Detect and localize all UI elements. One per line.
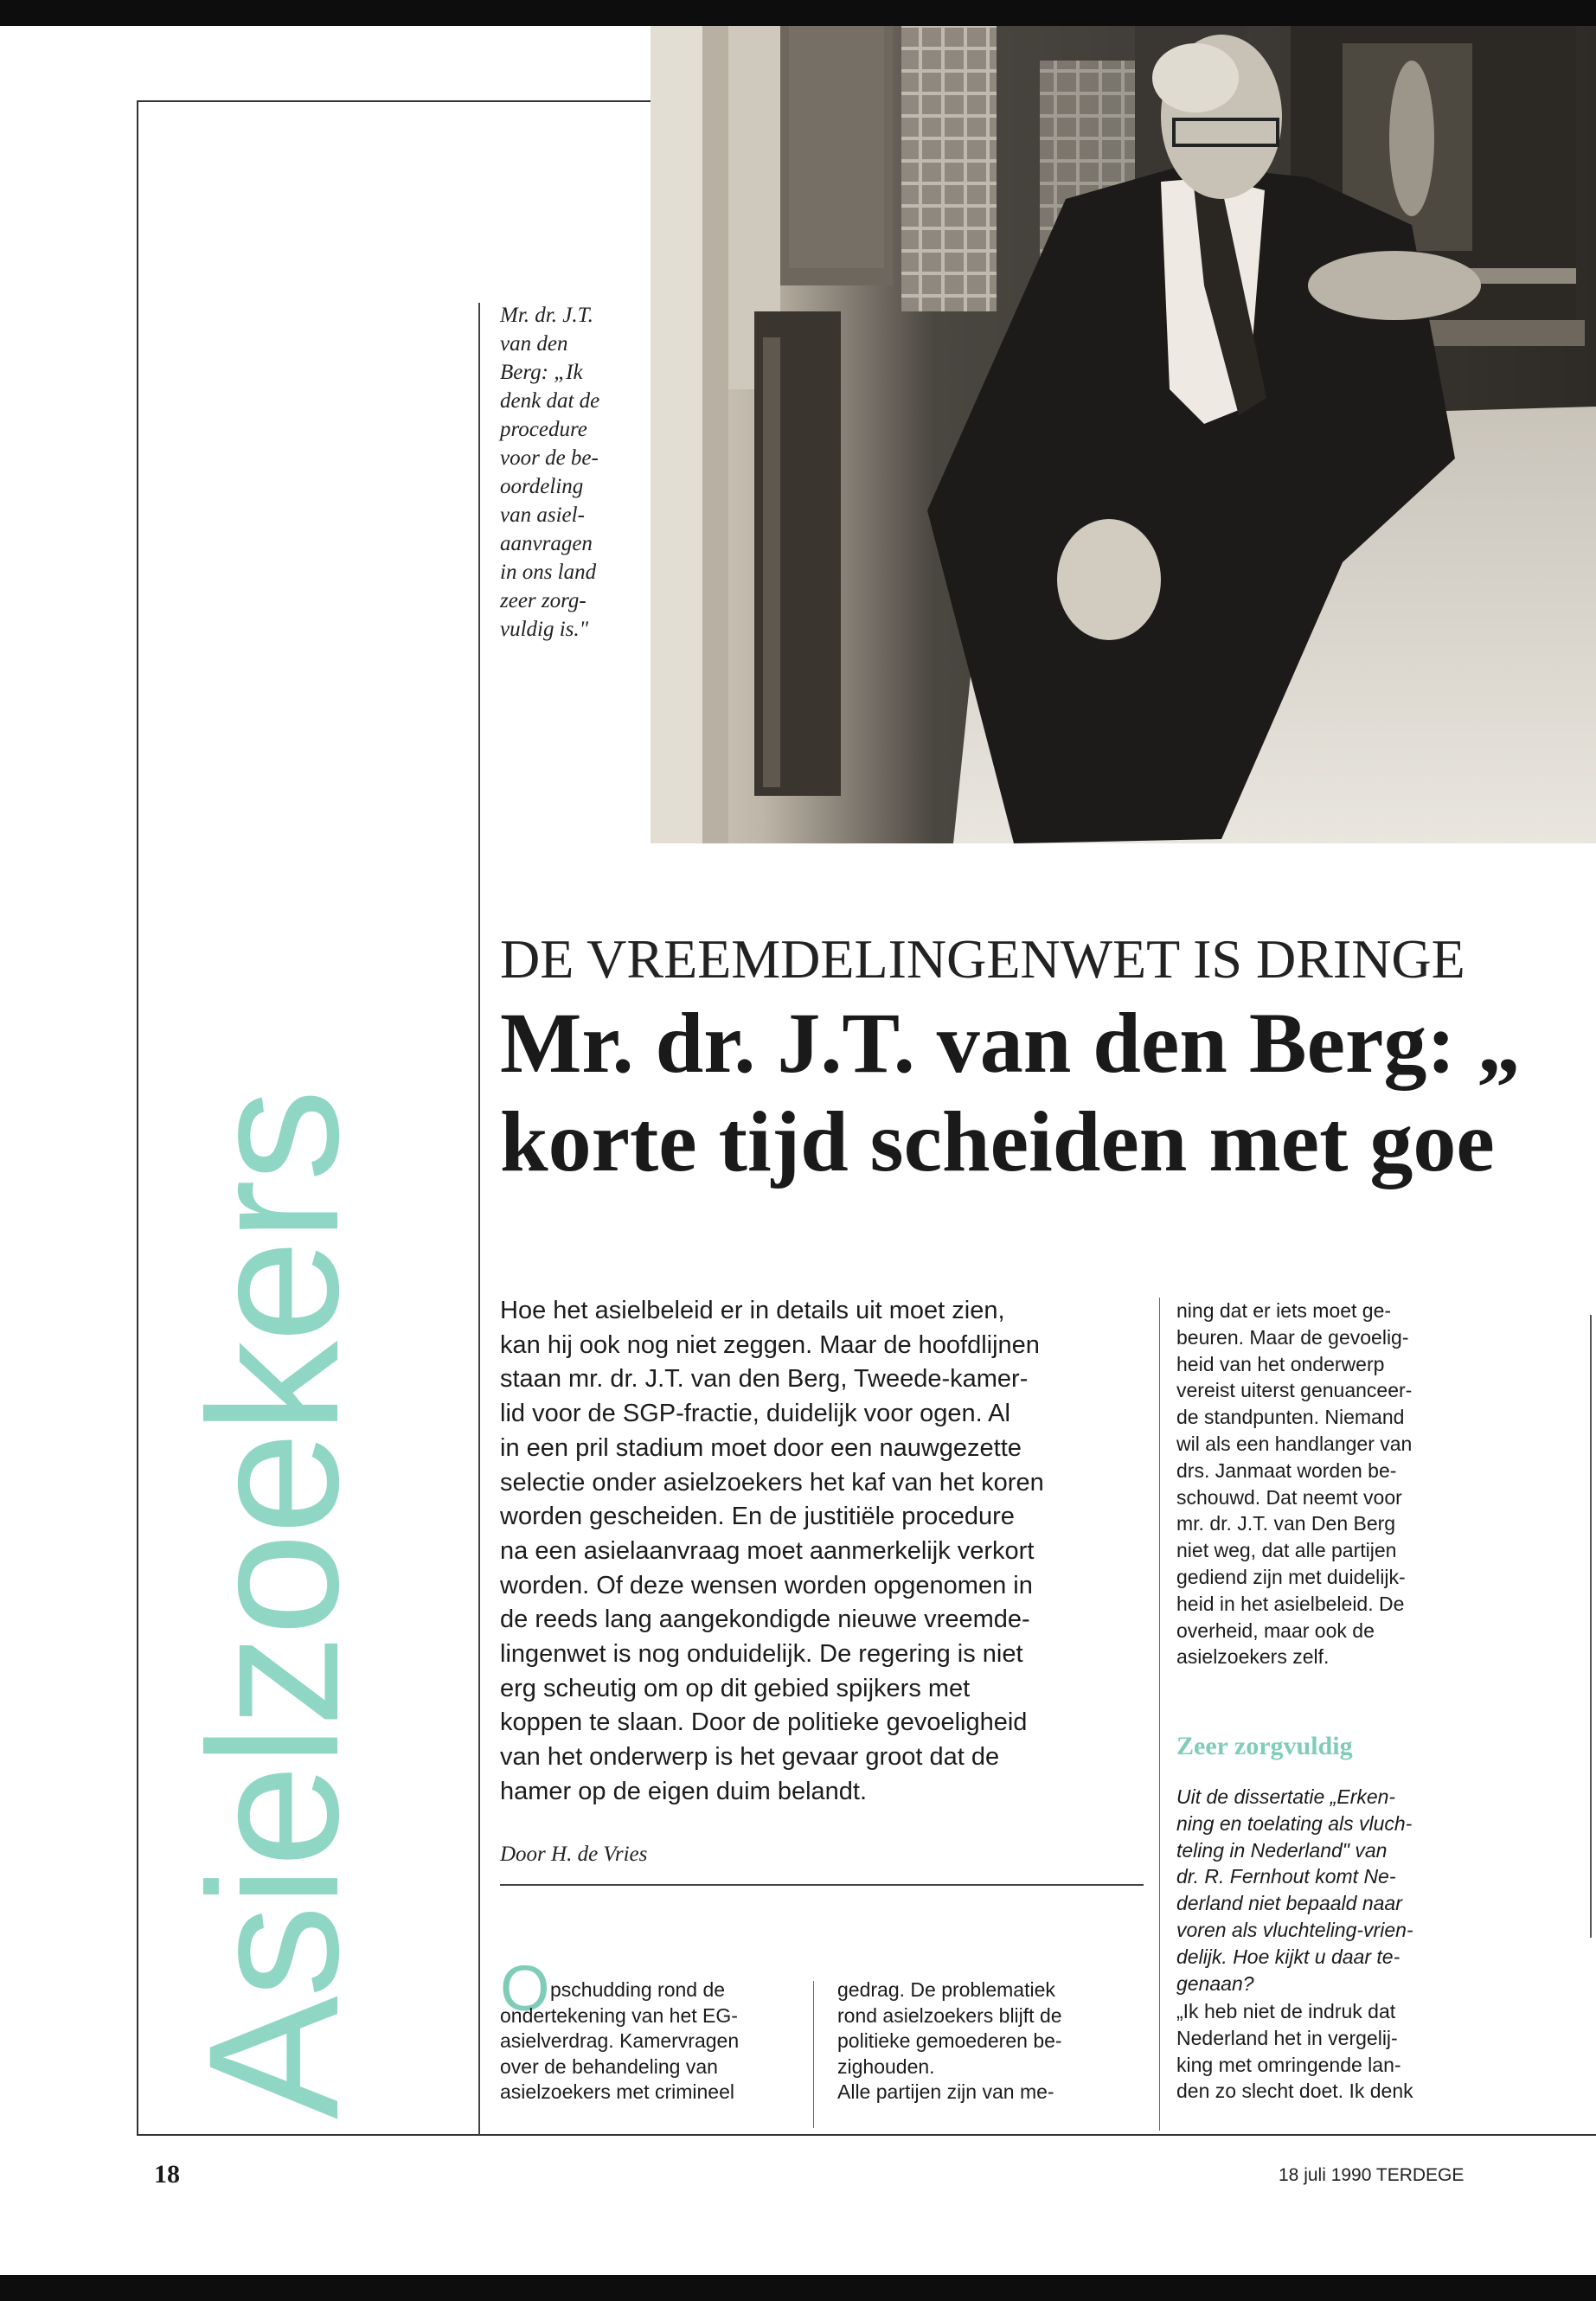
body-line: politieke gemoederen be- xyxy=(837,2029,1062,2052)
intro-line: de reeds lang aangekondigde nieuwe vreemde- xyxy=(500,1606,1030,1634)
answer-line: Nederland het in vergelij- xyxy=(1176,2026,1398,2049)
body-line: gediend zijn met duidelijk- xyxy=(1176,1565,1406,1588)
body-line: rond asielzoekers blijft de xyxy=(837,2003,1062,2027)
body-line: asielverdrag. Kamervragen xyxy=(500,2029,740,2052)
body-line: schouwd. Dat neemt voor xyxy=(1176,1485,1402,1509)
question-line: delijk. Hoe kijkt u daar te- xyxy=(1176,1945,1401,1968)
section-title-vertical: Asielzoekers xyxy=(170,1090,377,2119)
question-line: teling in Nederland" van xyxy=(1176,1838,1388,1862)
intro-line: in een pril stadium moet door een nauwgezette xyxy=(500,1433,1022,1462)
answer-line: „Ik heb niet de indruk dat xyxy=(1176,2000,1396,2022)
body-column-3 xyxy=(1176,1298,1471,1670)
interview-answer xyxy=(1176,1998,1413,2105)
interview-question xyxy=(1176,1784,1413,1997)
body-line: heid in het asielbeleid. De xyxy=(1176,1592,1405,1615)
photo-caption xyxy=(500,301,630,644)
section-divider-rule xyxy=(478,303,480,2135)
frame-line-left xyxy=(137,100,138,2136)
body-line: pschudding rond de xyxy=(550,1978,726,2001)
body-line: ning dat er iets moet ge- xyxy=(1176,1299,1392,1322)
intro-line: selectie onder asielzoekers het kaf van het koren xyxy=(500,1468,1044,1497)
question-line: ning en toelating als vluch- xyxy=(1176,1811,1413,1835)
body-column-1 xyxy=(500,1977,811,2106)
page-edge-marks xyxy=(1590,1315,1592,1938)
body-column-2 xyxy=(837,1977,1123,2106)
caption-line: voor de be- xyxy=(500,446,599,470)
frame-line-bottom xyxy=(137,2134,1596,2136)
headline-kicker: DE VREEMDELINGENWET IS DRINGE xyxy=(500,928,1465,990)
headline-title-line-2: korte tijd scheiden met goe xyxy=(500,1093,1495,1189)
intro-line: kan hij ook nog niet zeggen. Maar de hoofdlijnen xyxy=(500,1330,1040,1359)
body-line: over de behandeling van xyxy=(500,2054,718,2078)
caption-line: Berg: „Ik xyxy=(500,361,583,384)
question-line: genaan? xyxy=(1176,1971,1254,1995)
intro-line: na een asielaanvraag moet aanmerkelijk verkort xyxy=(500,1536,1035,1565)
caption-line: procedure xyxy=(500,418,587,441)
subheading: Zeer zorgvuldig xyxy=(1176,1732,1353,1760)
intro-line: erg scheutig om op dit gebied spijkers met xyxy=(500,1674,971,1702)
intro-line: worden gescheiden. En de justitiële procedure xyxy=(500,1503,1015,1531)
body-line: Alle partijen zijn van me- xyxy=(837,2080,1054,2103)
caption-line: van den xyxy=(500,332,568,356)
body-line: overheid, maar ook de xyxy=(1176,1618,1375,1642)
body-line: drs. Janmaat worden be- xyxy=(1176,1458,1397,1482)
portrait-photo-icon xyxy=(651,26,1596,843)
caption-line: Mr. dr. J.T. xyxy=(500,304,593,327)
caption-line: van asiel- xyxy=(500,503,585,527)
caption-line: in ons land xyxy=(500,561,597,584)
column-rule xyxy=(1159,1298,1160,2131)
intro-line: staan mr. dr. J.T. van den Berg, Tweede-kamer- xyxy=(500,1365,1029,1394)
body-line: asielzoekers zelf. xyxy=(1176,1645,1330,1669)
caption-line: denk dat de xyxy=(500,389,600,413)
body-line: ondertekening van het EG- xyxy=(500,2003,738,2027)
question-line: voren als vluchteling-vrien- xyxy=(1176,1918,1413,1941)
intro-line: van het onderwerp is het gevaar groot dat de xyxy=(500,1743,1000,1772)
portrait-photo xyxy=(651,26,1596,843)
body-line: de standpunten. Niemand xyxy=(1176,1406,1405,1429)
intro-line: hamer op de eigen duim belandt. xyxy=(500,1777,868,1805)
caption-line: oordeling xyxy=(500,475,584,498)
question-line: derland niet bepaald naar xyxy=(1176,1892,1402,1915)
body-line: zighouden. xyxy=(837,2054,935,2078)
answer-line: king met omringende lan- xyxy=(1176,2053,1401,2076)
body-line: heid van het onderwerp xyxy=(1176,1352,1385,1375)
scan-top-border xyxy=(0,0,1596,26)
question-line: dr. R. Fernhout komt Ne- xyxy=(1176,1865,1396,1888)
frame-line-top xyxy=(137,100,656,102)
body-line: vereist uiterst genuanceer- xyxy=(1176,1379,1413,1402)
body-line: beuren. Maar de gevoelig- xyxy=(1176,1325,1409,1349)
answer-line: den zo slecht doet. Ik denk xyxy=(1176,2080,1413,2103)
caption-line: vuldig is." xyxy=(500,618,589,641)
byline: Door H. de Vries xyxy=(500,1843,648,1866)
intro-line: Hoe het asielbeleid er in details uit moet zien, xyxy=(500,1297,1005,1324)
byline-rule xyxy=(500,1884,1144,1886)
body-line: niet weg, dat alle partijen xyxy=(1176,1539,1397,1562)
question-line: Uit de dissertatie „Erken- xyxy=(1176,1785,1396,1808)
body-line: asielzoekers met crimineel xyxy=(500,2080,734,2103)
headline-title-line-1: Mr. dr. J.T. van den Berg: „ xyxy=(500,995,1521,1091)
intro-paragraph xyxy=(500,1294,1140,1810)
body-line: mr. dr. J.T. van Den Berg xyxy=(1176,1512,1396,1535)
scan-bottom-border xyxy=(0,2275,1596,2301)
page-number: 18 xyxy=(154,2160,180,2189)
intro-line: lid voor de SGP-fractie, duidelijk voor ogen. Al xyxy=(500,1400,1010,1428)
caption-line: zeer zorg- xyxy=(500,589,586,612)
body-line: gedrag. De problematiek xyxy=(837,1978,1055,2001)
intro-line: lingenwet is nog onduidelijk. De regering is niet xyxy=(500,1640,1023,1669)
body-line: wil als een handlanger van xyxy=(1176,1432,1413,1455)
caption-line: aanvragen xyxy=(500,532,593,555)
intro-line: koppen te slaan. Door de politieke gevoeligheid xyxy=(500,1708,1028,1737)
drop-cap: O xyxy=(500,1952,550,2024)
column-rule xyxy=(813,1981,814,2128)
footer-publication-info: 18 juli 1990 TERDEGE xyxy=(1279,2165,1465,2185)
intro-line: worden. Of deze wensen worden opgenomen in xyxy=(500,1571,1033,1599)
